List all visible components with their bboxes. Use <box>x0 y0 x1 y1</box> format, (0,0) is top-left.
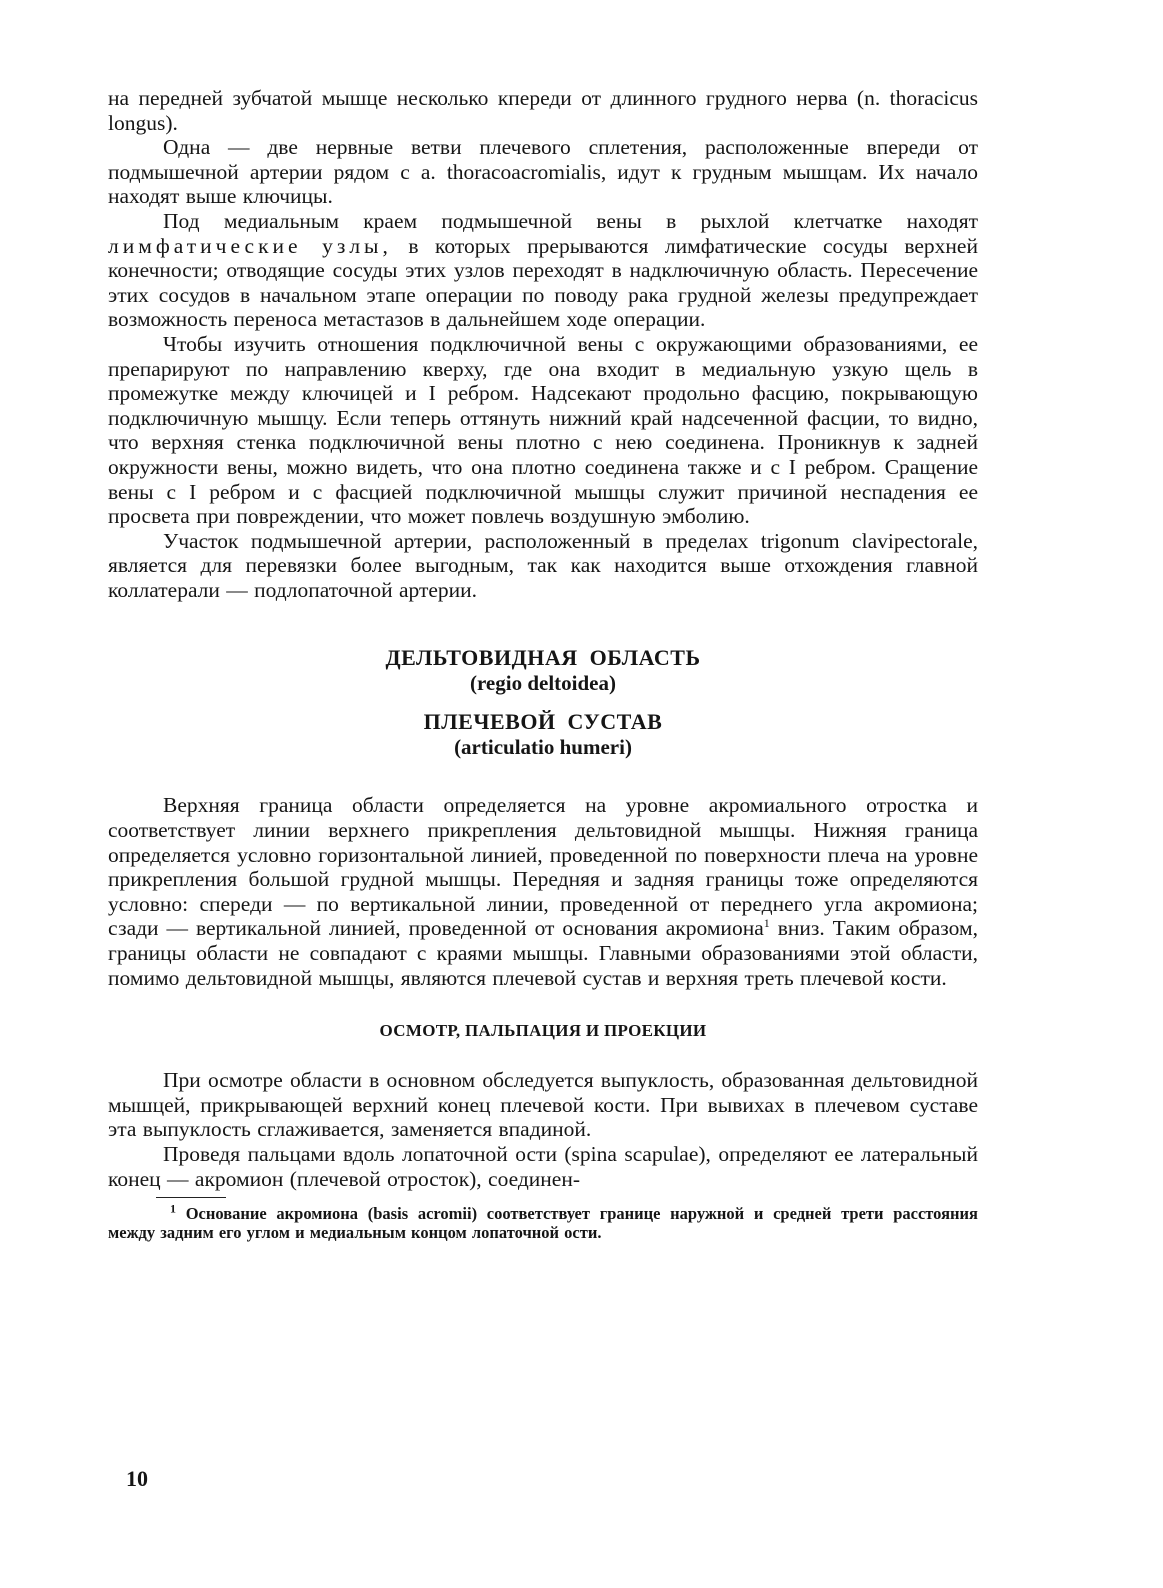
section-subtitle-latin: (articulatio humeri) <box>454 735 632 760</box>
subsection-title: ОСМОТР, ПАЛЬПАЦИЯ И ПРОЕКЦИИ <box>379 1021 707 1041</box>
paragraph-subclavian-vein: Чтобы изучить отношения подключичной вены с окружающими образованиями, ее препарируют по направлению кверху, где она входит в медиальную узкую щель в промежутке между ключицей и I ребром. Надсекают продольно фасцию, покрывающую подключичную мышцу. Если теперь оттянуть нижний край надсеченной фасции, то видно, что верхняя стенка подключичной вены плотно с нею соединена. Проникнув к задней окружности вены, можно видеть, что она плотно соединена также и с I ребром. Сращение вены с I ребром и с фасцией подключичной мышцы служит причиной неспадения ее просвета при повреждении, что может повлечь воздушную эмболию. <box>108 331 978 529</box>
page-number: 10 <box>126 1466 148 1491</box>
lymph-text-before: Под медиальным краем подмышечной вены в рыхлой клетчатке находят <box>163 208 978 233</box>
paragraph-long-thoracic-nerve: на передней зубчатой мышце несколько кпереди от длинного грудного нерва (n. thoracicus longus). <box>108 86 978 135</box>
boundary-text-before: Верхняя граница области определяется на уровне акромиального отростка и соответствует линии верхнего прикрепления дельтовидной мышцы. Нижняя граница определяется условно горизонтальной линией, проведенной по поверхности плеча на уровне прикрепления большой грудной мышцы. Передняя и задняя границы тоже определяются условно: спереди — по вертикальной линии, проведенной от переднего угла акромиона; сзади — вертикальной линией, проведенной от основания акромиона <box>108 793 978 941</box>
section-title-latin: (regio deltoidea) <box>470 671 616 696</box>
section-title: ДЕЛЬТОВИДНАЯ ОБЛАСТЬ <box>385 645 701 671</box>
section-heading <box>108 645 978 759</box>
footnote <box>108 1201 978 1243</box>
section-subtitle: ПЛЕЧЕВОЙ СУСТАВ <box>423 709 663 735</box>
paragraph-nerve-branches: Одна — две нервные ветви плечевого сплетения, расположенные впереди от подмышечной артерии рядом с a. thoracoacromialis, идут к грудным мышцам. Их начало находят выше ключицы. <box>108 135 978 209</box>
footnote-reference[interactable]: 1 <box>763 916 770 931</box>
page-body <box>108 86 978 1242</box>
paragraph-region-boundaries <box>108 793 978 990</box>
paragraph-lymph-nodes <box>108 209 978 332</box>
paragraph-inspection: При осмотре области в основном обследуется выпуклость, образованная дельтовидной мышцей, прикрывающей верхний конец плечевой кости. При вывихах в плечевом суставе эта выпуклость сглаживается, заменяется впадиной. <box>108 1068 978 1142</box>
lymph-text-after: в которых прерываются лимфатические сосуды верхней конечности; отводящие сосуды этих узлов переходят в надключичную область. Пересечение этих сосудов в начальном этапе операции по поводу рака грудной железы предупреждает возможность переноса метастазов в дальнейшем ходе операции. <box>108 233 978 332</box>
boundary-text-after: вниз. Таким образом, границы области не совпадают с краями мышцы. Главными образованиями этой области, помимо дельтовидной мышцы, являются плечевой сустав и верхняя треть плечевой кости. <box>108 916 978 990</box>
lymph-nodes-term: лимфатические узлы, <box>108 233 392 258</box>
footnote-marker: 1 <box>170 1201 176 1216</box>
paragraph-axillary-artery: Участок подмышечной артерии, расположенный в пределах trigonum clavipectorale, является для перевязки более выгодным, так как находится выше отхождения главной коллатерали — подлопаточной артерии. <box>108 528 978 602</box>
paragraph-palpation: Проведя пальцами вдоль лопаточной ости (spina scapulae), определяют ее латеральный конец — акромион (плечевой отросток), соединен- <box>108 1142 978 1191</box>
footnote-divider <box>156 1197 226 1198</box>
footnote-text: Основание акромиона (basis acromii) соответствует границе наружной и средней трети расстояния между задним его углом и медиальным концом лопаточной ости. <box>108 1204 978 1243</box>
